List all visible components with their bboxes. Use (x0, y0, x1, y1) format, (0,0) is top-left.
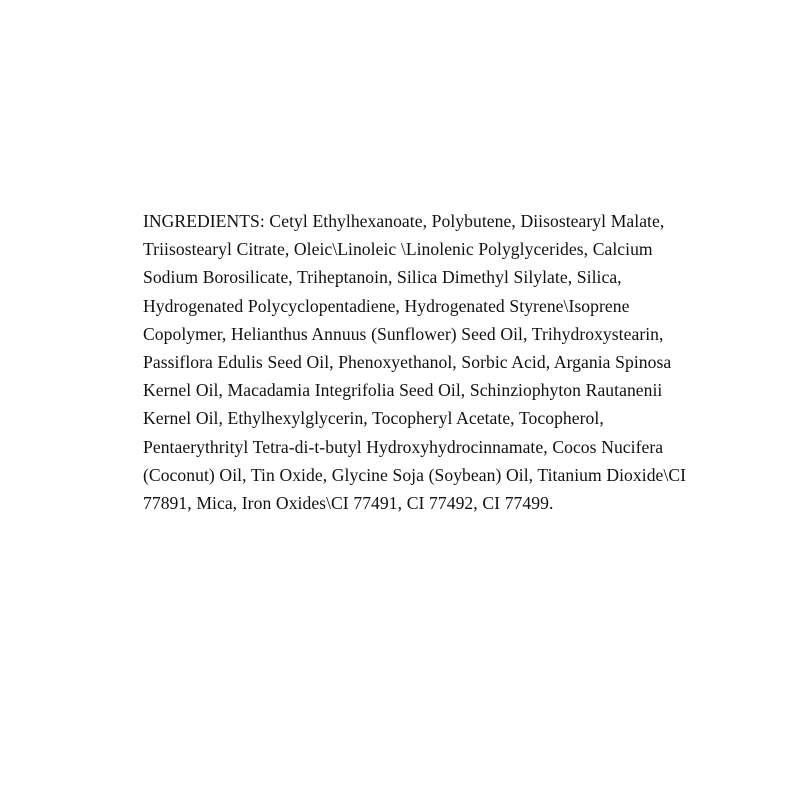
ingredients-block (143, 207, 691, 517)
ingredients-paragraph: INGREDIENTS: Cetyl Ethylhexanoate, Polybutene, Diisostearyl Malate, Triisostearyl Citrate, Oleic\Linoleic \Linolenic Polyglycerides, Calcium Sodium Borosilicate, Triheptanoin, Silica Dimethyl Silylate, Silica, Hydrogenated Polycyclopentadiene, Hydrogenated Styrene\Isoprene Copolymer, Helianthus Annuus (Sunflower) Seed Oil, Trihydroxystearin, Passiflora Edulis Seed Oil, Phenoxyethanol, Sorbic Acid, Argania Spinosa Kernel Oil, Macadamia Integrifolia Seed Oil, Schinziophyton Rautanenii Kernel Oil, Ethylhexylglycerin, Tocopheryl Acetate, Tocopherol, Pentaerythrityl Tetra-di-t-butyl Hydroxyhydrocinnamate, Cocos Nucifera (Coconut) Oil, Tin Oxide, Glycine Soja (Soybean) Oil, Titanium Dioxide\CI 77891, Mica, Iron Oxides\CI 77491, CI 77492, CI 77499. (143, 211, 691, 514)
